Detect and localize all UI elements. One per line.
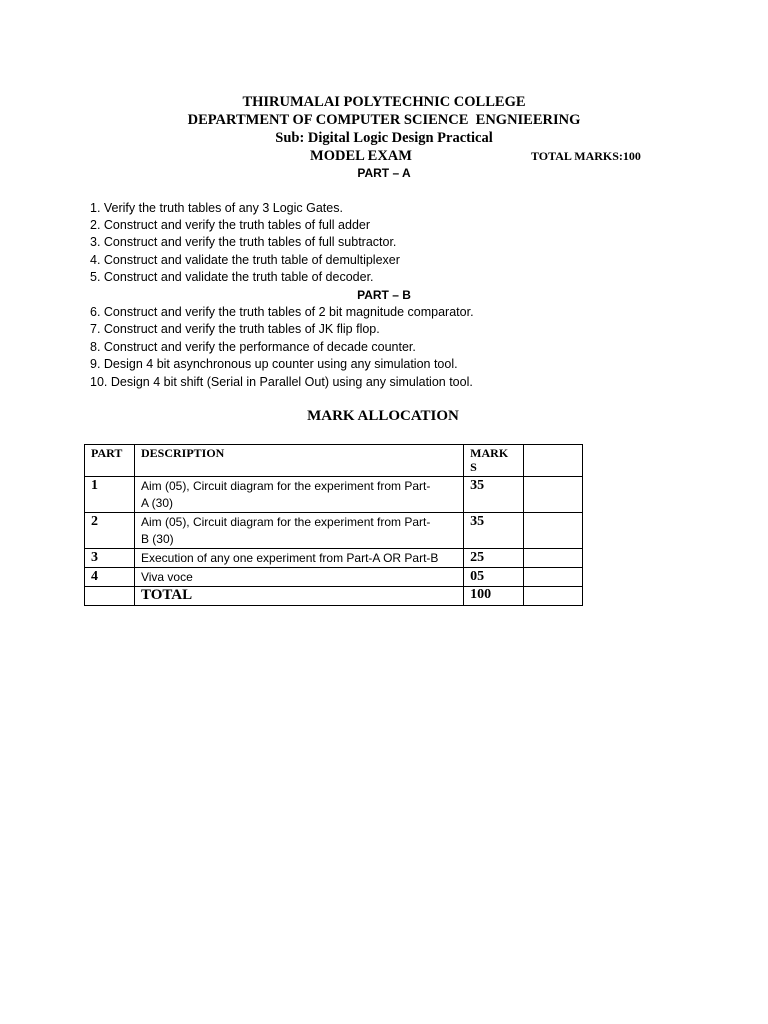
row-part: 1 — [85, 477, 135, 513]
header-part: PART — [85, 445, 135, 477]
question-item: 8. Construct and verify the performance of decade counter. — [90, 340, 416, 354]
header-description: DESCRIPTION — [134, 445, 463, 477]
header-empty — [524, 445, 583, 477]
question-item: 10. Design 4 bit shift (Serial in Parallel Out) using any simulation tool. — [90, 375, 473, 389]
part-b-heading: PART – B — [357, 288, 411, 302]
total-empty — [85, 587, 135, 606]
row-part: 3 — [85, 549, 135, 568]
total-extra-empty — [524, 587, 583, 606]
question-item: 2. Construct and verify the truth tables of full adder — [90, 218, 371, 232]
row-description: Aim (05), Circuit diagram for the experiment from Part- A (30) — [134, 477, 463, 513]
subject-line: Sub: Digital Logic Design Practical — [275, 130, 493, 146]
table-row — [85, 549, 583, 568]
part-a-heading: PART – A — [357, 166, 411, 180]
question-item: 1. Verify the truth tables of any 3 Logic Gates. — [90, 201, 343, 215]
row-empty — [524, 513, 583, 549]
row-description: Aim (05), Circuit diagram for the experiment from Part- B (30) — [134, 513, 463, 549]
table-total-row — [85, 587, 583, 606]
question-item: 7. Construct and verify the truth tables of JK flip flop. — [90, 322, 380, 336]
table-row — [85, 568, 583, 587]
exam-title: MODEL EXAM — [310, 148, 412, 164]
header-marks: MARK S — [464, 445, 524, 477]
mark-allocation-table — [84, 444, 583, 606]
question-item: 5. Construct and validate the truth table of decoder. — [90, 270, 374, 284]
row-marks: 05 — [464, 568, 524, 587]
question-item: 6. Construct and verify the truth tables of 2 bit magnitude comparator. — [90, 305, 474, 319]
row-marks: 35 — [464, 513, 524, 549]
total-label: TOTAL — [134, 587, 463, 606]
row-marks: 35 — [464, 477, 524, 513]
mark-allocation-title: MARK ALLOCATION — [307, 408, 459, 424]
table-header-row — [85, 445, 583, 477]
question-item: 3. Construct and verify the truth tables of full subtractor. — [90, 235, 397, 249]
department-name: DEPARTMENT OF COMPUTER SCIENCE ENGNIEERING — [187, 112, 581, 128]
total-marks: TOTAL MARKS:100 — [531, 149, 641, 163]
table-row — [85, 477, 583, 513]
row-part: 4 — [85, 568, 135, 587]
row-description: Viva voce — [134, 568, 463, 587]
row-description: Execution of any one experiment from Part-A OR Part-B — [134, 549, 463, 568]
question-item: 4. Construct and validate the truth table of demultiplexer — [90, 253, 400, 267]
row-part: 2 — [85, 513, 135, 549]
row-empty — [524, 568, 583, 587]
row-empty — [524, 477, 583, 513]
table-row — [85, 513, 583, 549]
college-name: THIRUMALAI POLYTECHNIC COLLEGE — [242, 94, 526, 110]
row-marks: 25 — [464, 549, 524, 568]
row-empty — [524, 549, 583, 568]
total-marks-value: 100 — [464, 587, 524, 606]
question-item: 9. Design 4 bit asynchronous up counter using any simulation tool. — [90, 357, 458, 371]
